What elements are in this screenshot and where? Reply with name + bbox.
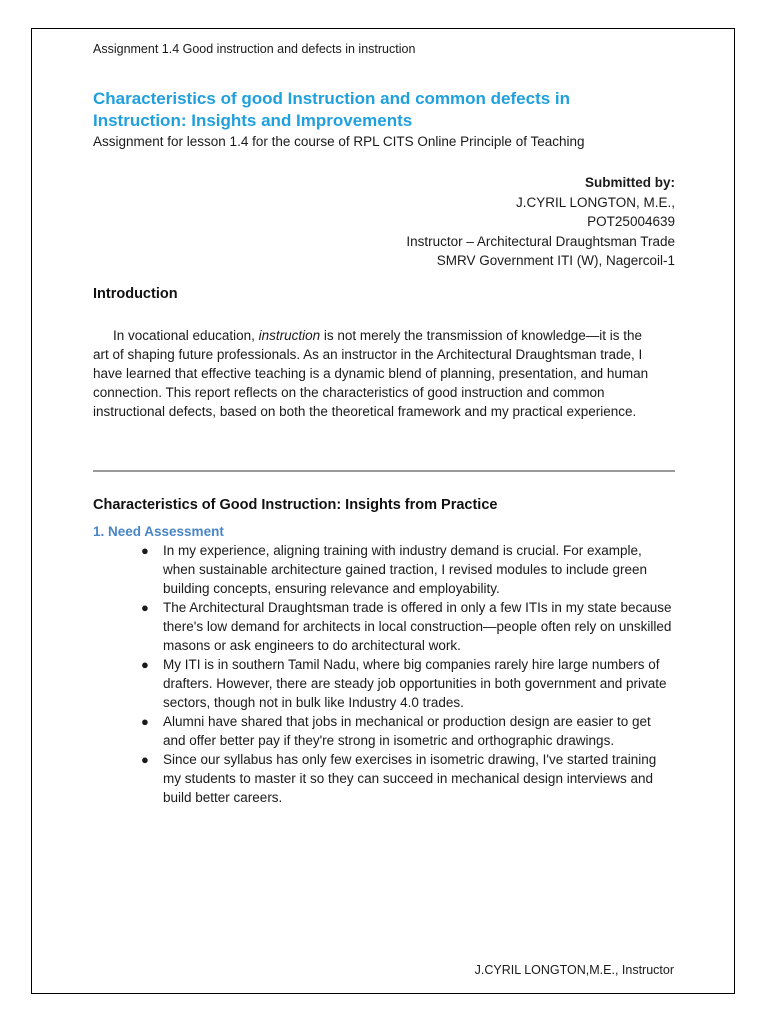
list-item-text: The Architectural Draughtsman trade is offered in only a few ITIs in my state because there's low demand for architects in local construction—people often rely on unskilled masons or ask engineers to do architectural work. [163, 600, 672, 653]
list-item [93, 598, 675, 655]
document-title-line-2: Instruction: Insights and Improvements [93, 111, 413, 130]
intro-text-end: is not merely the transmission of knowledge—it is the art of shaping future professionals. As an instructor in the Architectural Draughtsman trade, I have learned that effective teaching is a dynamic blend of planning, presentation, and human connection. This report reflects on the characteristics of good instruction and common instructional defects, based on both the theoretical framework and my practical experience. [93, 328, 649, 419]
list-item [93, 750, 675, 807]
author-role: Instructor – Architectural Draughtsman Trade [406, 233, 675, 249]
introduction-heading: Introduction [93, 286, 178, 302]
author-id: POT25004639 [587, 214, 675, 229]
document-subtitle: Assignment for lesson 1.4 for the course of RPL CITS Online Principle of Teaching [93, 134, 585, 149]
bullet-icon: ● [141, 543, 149, 558]
intro-emphasis: instruction [258, 328, 321, 343]
list-item [93, 655, 675, 712]
bullet-icon: ● [141, 657, 149, 672]
need-assessment-list [93, 541, 675, 807]
section-divider [93, 470, 675, 472]
intro-text-start: In vocational education, [113, 328, 259, 343]
good-instruction-heading: Characteristics of Good Instruction: Insights from Practice [93, 497, 498, 513]
list-item-text: My ITI is in southern Tamil Nadu, where big companies rarely hire large numbers of drafters. However, there are steady job opportunities in both government and private sectors, though not in bulk like Industry 4.0 trades. [163, 657, 667, 710]
submission-block [93, 173, 675, 271]
bullet-icon: ● [141, 752, 149, 767]
bullet-icon: ● [141, 714, 149, 729]
document-title [93, 88, 675, 132]
bullet-icon: ● [141, 600, 149, 615]
submitted-by-label: Submitted by: [585, 175, 675, 190]
introduction-paragraph [93, 326, 653, 421]
list-item-text: Alumni have shared that jobs in mechanical or production design are easier to get and offer better pay if they're strong in isometric and orthographic drawings. [163, 714, 651, 748]
list-item [93, 541, 675, 598]
running-header: Assignment 1.4 Good instruction and defects in instruction [93, 42, 416, 56]
need-assessment-heading: 1. Need Assessment [93, 524, 224, 539]
document-title-line-1: Characteristics of good Instruction and common defects in [93, 89, 571, 108]
list-item [93, 712, 675, 750]
list-item-text: Since our syllabus has only few exercises in isometric drawing, I've started training my students to master it so they can succeed in mechanical design interviews and build better careers. [163, 752, 657, 805]
author-institute: SMRV Government ITI (W), Nagercoil-1 [436, 253, 675, 268]
author-name: J.CYRIL LONGTON, M.E., [515, 194, 675, 210]
list-item-text: In my experience, aligning training with industry demand is crucial. For example, when sustainable architecture gained traction, I revised modules to include green building concepts, ensuring relevance and employability. [163, 543, 648, 596]
running-footer: J.CYRIL LONGTON,M.E., Instructor [474, 963, 674, 977]
